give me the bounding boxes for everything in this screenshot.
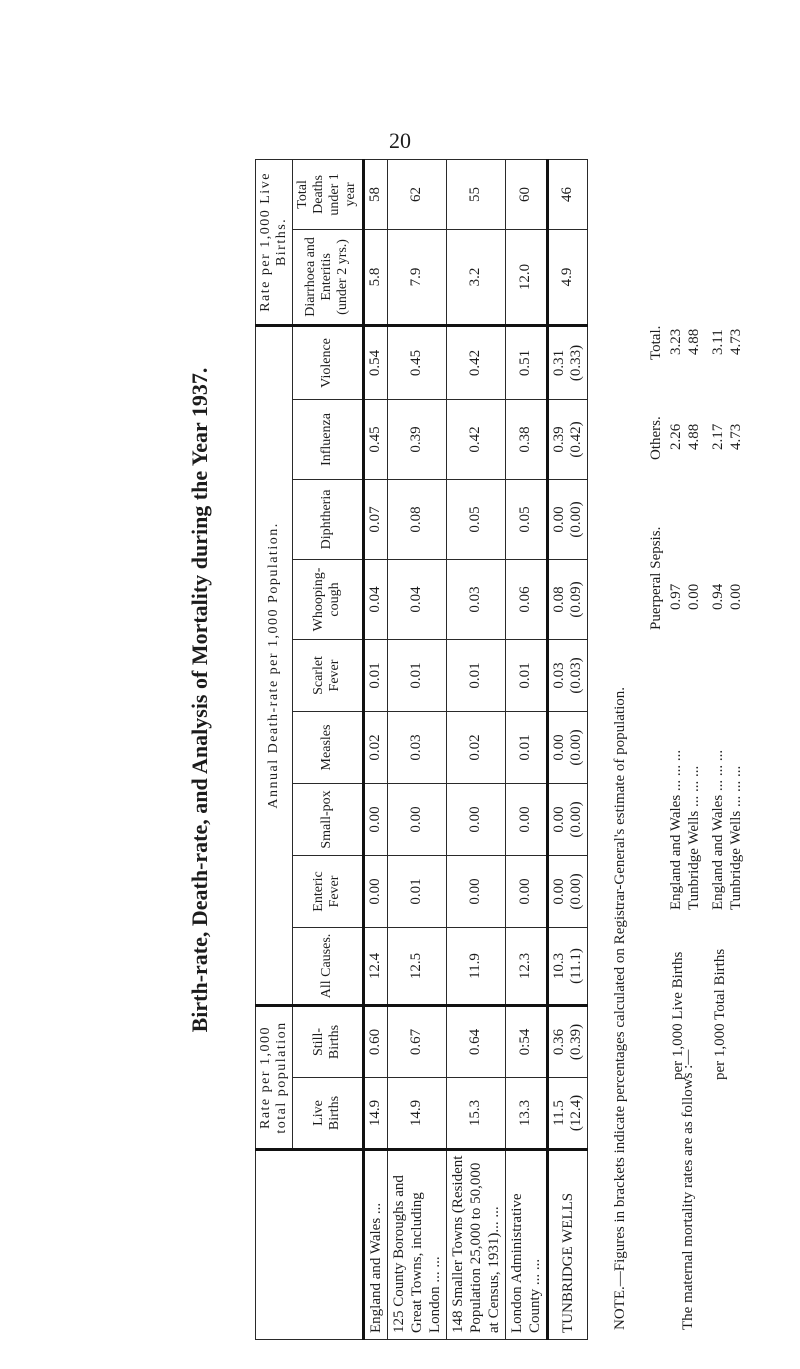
table-cell: 0.38 [505, 399, 547, 479]
table-cell: 0.00 [446, 783, 505, 855]
table-cell: 62 [387, 159, 446, 229]
table-cell: 0.01 [505, 639, 547, 711]
bracket-note: NOTE.—Figures in brackets indicate percentages calculated on Registrar-General's estimate of population. [612, 686, 628, 1330]
maternal-cell: 0.00 [728, 583, 744, 610]
table-cell: 0:54 [505, 1005, 547, 1077]
table-cell: 0.08 [387, 479, 446, 559]
page-title: Birth-rate, Death-rate, and Analysis of Mortality during the Year 1937. [187, 367, 212, 1033]
cell-value: 0.31 [550, 349, 567, 377]
table-cell: 0.01 [505, 711, 547, 783]
table-cell: 12.0 [505, 229, 547, 325]
table-cell [547, 783, 587, 855]
maternal-cell: 2.26 [668, 423, 684, 450]
maternal-cell: 3.23 [668, 328, 684, 355]
table-cell: 12.3 [505, 927, 547, 1005]
cell-bracket: (0.03) [567, 657, 584, 694]
group-header-death-rate: Annual Death-rate per 1,000 Population. [256, 325, 293, 1005]
page-number: 20 [389, 128, 411, 153]
column-header: Enteric Fever [293, 855, 363, 927]
cell-value: 0.00 [550, 734, 567, 761]
table-cell: 0.07 [363, 479, 387, 559]
table-cell: 0.00 [505, 855, 547, 927]
row-area: TUNBRIDGE WELLS [547, 1150, 587, 1340]
table-cell: 0.54 [363, 325, 387, 399]
table-cell: 0.06 [505, 559, 547, 639]
table-cell: 0.60 [363, 1005, 387, 1077]
column-header: Measles [293, 711, 363, 783]
table-cell: 0.51 [505, 325, 547, 399]
table-cell [547, 639, 587, 711]
table-row-tunbridge [547, 159, 587, 1339]
table-cell: 0.45 [363, 399, 387, 479]
maternal-row-area: England and Wales ... ... ... [710, 749, 726, 910]
table-cell: 0.04 [387, 559, 446, 639]
cell-bracket: (0.42) [567, 421, 584, 458]
group-header-rate-live-births: Rate per 1,000 Live Births. [256, 159, 293, 325]
notes-section [612, 190, 772, 1330]
mortality-table-container [255, 172, 615, 1340]
table-cell: 0.01 [387, 639, 446, 711]
table-cell: 12.5 [387, 927, 446, 1005]
table-cell: 55 [446, 159, 505, 229]
table-cell: 0.64 [446, 1005, 505, 1077]
maternal-header: Puerperal Sepsis. [648, 526, 664, 630]
table-cell: 0.03 [387, 711, 446, 783]
table-cell: 0.00 [446, 855, 505, 927]
table-cell: 0.04 [363, 559, 387, 639]
maternal-header: Total. [648, 325, 664, 360]
table-cell: 7.9 [387, 229, 446, 325]
maternal-cell: 4.88 [686, 328, 702, 355]
table-cell: 14.9 [363, 1078, 387, 1150]
column-header: Live Births [293, 1078, 363, 1150]
maternal-cell: 3.11 [710, 329, 726, 355]
table-cell: 0.00 [387, 783, 446, 855]
maternal-cell: 0.94 [710, 583, 726, 610]
cell-value: 0.08 [550, 586, 567, 613]
table-cell: 13.3 [505, 1078, 547, 1150]
table-cell: 0.03 [446, 559, 505, 639]
column-header: Influenza [293, 399, 363, 479]
mortality-table [255, 159, 588, 1340]
table-cell: 0.45 [387, 325, 446, 399]
table-cell [547, 479, 587, 559]
column-header: Scarlet Fever [293, 639, 363, 711]
table-row [363, 159, 387, 1339]
maternal-group-label: per 1,000 Total Births [712, 948, 728, 1080]
column-header: Violence [293, 325, 363, 399]
column-header: Diarrhoea and Enteritis (under 2 yrs.) [293, 229, 363, 325]
table-cell [547, 927, 587, 1005]
maternal-cell: 4.73 [728, 423, 744, 450]
table-cell [547, 559, 587, 639]
cell-value: 0.00 [550, 506, 567, 533]
table-cell: 0.05 [446, 479, 505, 559]
maternal-row-area: England and Wales ... ... ... [668, 749, 684, 910]
table-cell: 0.01 [387, 855, 446, 927]
maternal-cell: 0.00 [686, 583, 702, 610]
maternal-cell: 4.88 [686, 423, 702, 450]
cell-value: 0.00 [550, 806, 567, 833]
maternal-header: Others. [648, 416, 664, 460]
maternal-intro: The maternal mortality rates are as follows :— [680, 1049, 696, 1330]
table-cell: 0.42 [446, 399, 505, 479]
cell-bracket: (0.00) [567, 873, 584, 910]
column-header: Whooping-cough [293, 559, 363, 639]
table-cell: 14.9 [387, 1078, 446, 1150]
table-row [505, 159, 547, 1339]
table-cell: 58 [363, 159, 387, 229]
table-cell: 0.01 [363, 639, 387, 711]
table-row [387, 159, 446, 1339]
cell-bracket: (0.00) [567, 729, 584, 766]
row-area: 125 County Boroughs and Great Towns, including London ... ... [387, 1150, 446, 1340]
table-cell: 0.39 [387, 399, 446, 479]
cell-bracket: (0.00) [567, 501, 584, 538]
table-cell: 0.02 [363, 711, 387, 783]
table-cell: 0.67 [387, 1005, 446, 1077]
cell-bracket: (0.33) [567, 344, 584, 382]
cell-bracket: (0.09) [567, 581, 584, 618]
maternal-cell: 0.97 [668, 583, 684, 610]
table-cell [547, 1078, 587, 1150]
row-area: London Administrative County ... ... [505, 1150, 547, 1340]
cell-bracket: (0.00) [567, 801, 584, 838]
table-cell: 0.05 [505, 479, 547, 559]
table-cell [547, 1005, 587, 1077]
maternal-row-area: Tunbridge Wells ... ... ... [686, 765, 702, 910]
table-cell: 12.4 [363, 927, 387, 1005]
table-cell [547, 711, 587, 783]
table-cell: 0.02 [446, 711, 505, 783]
table-cell: 0.01 [446, 639, 505, 711]
maternal-group-label: per 1,000 Live Births [670, 951, 686, 1080]
table-cell: 0.00 [363, 855, 387, 927]
cell-value: 0.36 [550, 1028, 567, 1056]
cell-value: 11.5 [550, 1100, 567, 1126]
group-header-rate-population: Rate per 1,000 total population [256, 1005, 293, 1149]
maternal-cell: 2.17 [710, 423, 726, 450]
table-cell [547, 855, 587, 927]
table-cell: 60 [505, 159, 547, 229]
table-cell: 0.00 [505, 783, 547, 855]
cell-value: 0.39 [550, 426, 567, 453]
maternal-cell: 4.73 [728, 328, 744, 355]
area-header [256, 1150, 364, 1340]
table-row [446, 159, 505, 1339]
column-header: All Causes. [293, 927, 363, 1005]
row-area: 148 Smaller Towns (Resident Population 25,000 to 50,000 at Census, 1931)... ... [446, 1150, 505, 1340]
cell-value: 0.03 [550, 662, 567, 689]
cell-value: 10.3 [550, 952, 567, 980]
cell-bracket: (12.4) [567, 1094, 584, 1132]
cell-bracket: (0.39) [567, 1023, 584, 1061]
table-cell: 0.00 [363, 783, 387, 855]
table-cell: 0.42 [446, 325, 505, 399]
column-header: Total Deaths under 1 year [293, 159, 363, 229]
cell-value: 0.00 [550, 878, 567, 905]
table-cell: 15.3 [446, 1078, 505, 1150]
cell-bracket: (11.1) [567, 948, 584, 984]
table-cell [547, 229, 587, 325]
table-cell: 3.2 [446, 229, 505, 325]
group-header-row [256, 159, 293, 1339]
table-cell: 5.8 [363, 229, 387, 325]
table-cell [547, 159, 587, 229]
table-cell: 11.9 [446, 927, 505, 1005]
column-header: Diphtheria [293, 479, 363, 559]
column-header: Still-Births [293, 1005, 363, 1077]
cell-value: 46 [559, 186, 576, 202]
row-area: England and Wales ... [363, 1150, 387, 1340]
column-header: Small-pox [293, 783, 363, 855]
cell-value: 4.9 [559, 267, 576, 287]
table-cell [547, 399, 587, 479]
maternal-row-area: Tunbridge Wells ... ... ... [728, 765, 744, 910]
table-cell [547, 325, 587, 399]
